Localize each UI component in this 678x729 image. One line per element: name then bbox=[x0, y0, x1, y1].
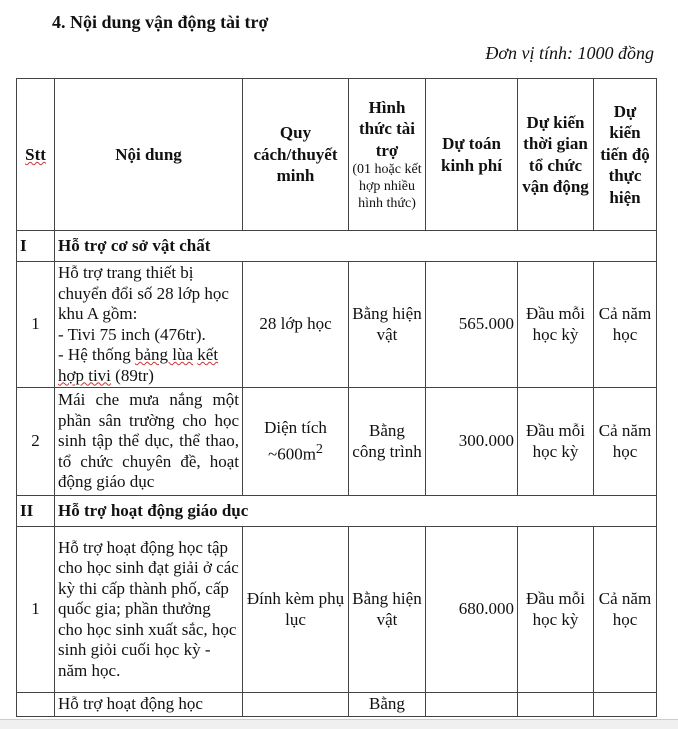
table-row: 1 Hỗ trợ hoạt động học tập cho học sinh đạt giải ở các kỳ thi cấp thành phố, cấp quốc gia; phần thưởng cho học sinh xuất sắc, học sinh giỏi cuối học kỳ - năm học. Đính kèm phụ lục Bằng hiện vật 680.000 Đầu mỗi học kỳ Cả năm học bbox=[17, 527, 657, 693]
section-title: 4. Nội dung vận động tài trợ bbox=[52, 12, 269, 32]
table-row-partial: Hỗ trợ hoạt động học Bằng bbox=[17, 693, 657, 717]
header-quy-cach: Quy cách/thuyết minh bbox=[243, 79, 349, 231]
header-tien-do: Dự kiến tiến độ thực hiện bbox=[594, 79, 657, 231]
table-row: 1 Hỗ trợ trang thiết bị chuyển đổi số 28 lớp học khu A gồm: - Tivi 75 inch (476tr). - Hệ thống bảng lùa kết hợp tivi (89tr) 28 lớp học Bằng hiện vật 565.000 Đầu mỗi học kỳ Cả năm học bbox=[17, 262, 657, 388]
content-cell: Hỗ trợ trang thiết bị chuyển đổi số 28 lớp học khu A gồm: - Tivi 75 inch (476tr). - Hệ thống bảng lùa kết hợp tivi (89tr) bbox=[55, 262, 243, 388]
header-noi-dung: Nội dung bbox=[55, 79, 243, 231]
header-row bbox=[17, 79, 657, 231]
section-row: II Hỗ trợ hoạt động giáo dục bbox=[17, 496, 657, 527]
header-hinh-thuc: Hình thức tài trợ (01 hoặc kết hợp nhiều hình thức) bbox=[349, 79, 426, 231]
unit-label: Đơn vị tính: 1000 đồng bbox=[485, 43, 654, 63]
section-row: I Hỗ trợ cơ sở vật chất bbox=[17, 231, 657, 262]
sponsorship-table bbox=[16, 78, 657, 717]
header-thoi-gian: Dự kiến thời gian tổ chức vận động bbox=[518, 79, 594, 231]
table-row: 2 Mái che mưa nắng một phần sân trường cho học sinh tập thể dục, thể thao, tổ chức chuyên đề, hoạt động giáo dục Diện tích $\sim 600m^2$ Bằng công trình 300.000 Đầu mỗi học kỳ Cả năm học bbox=[17, 388, 657, 496]
header-stt: Stt bbox=[17, 79, 55, 231]
header-du-toan: Dự toán kinh phí bbox=[426, 79, 518, 231]
